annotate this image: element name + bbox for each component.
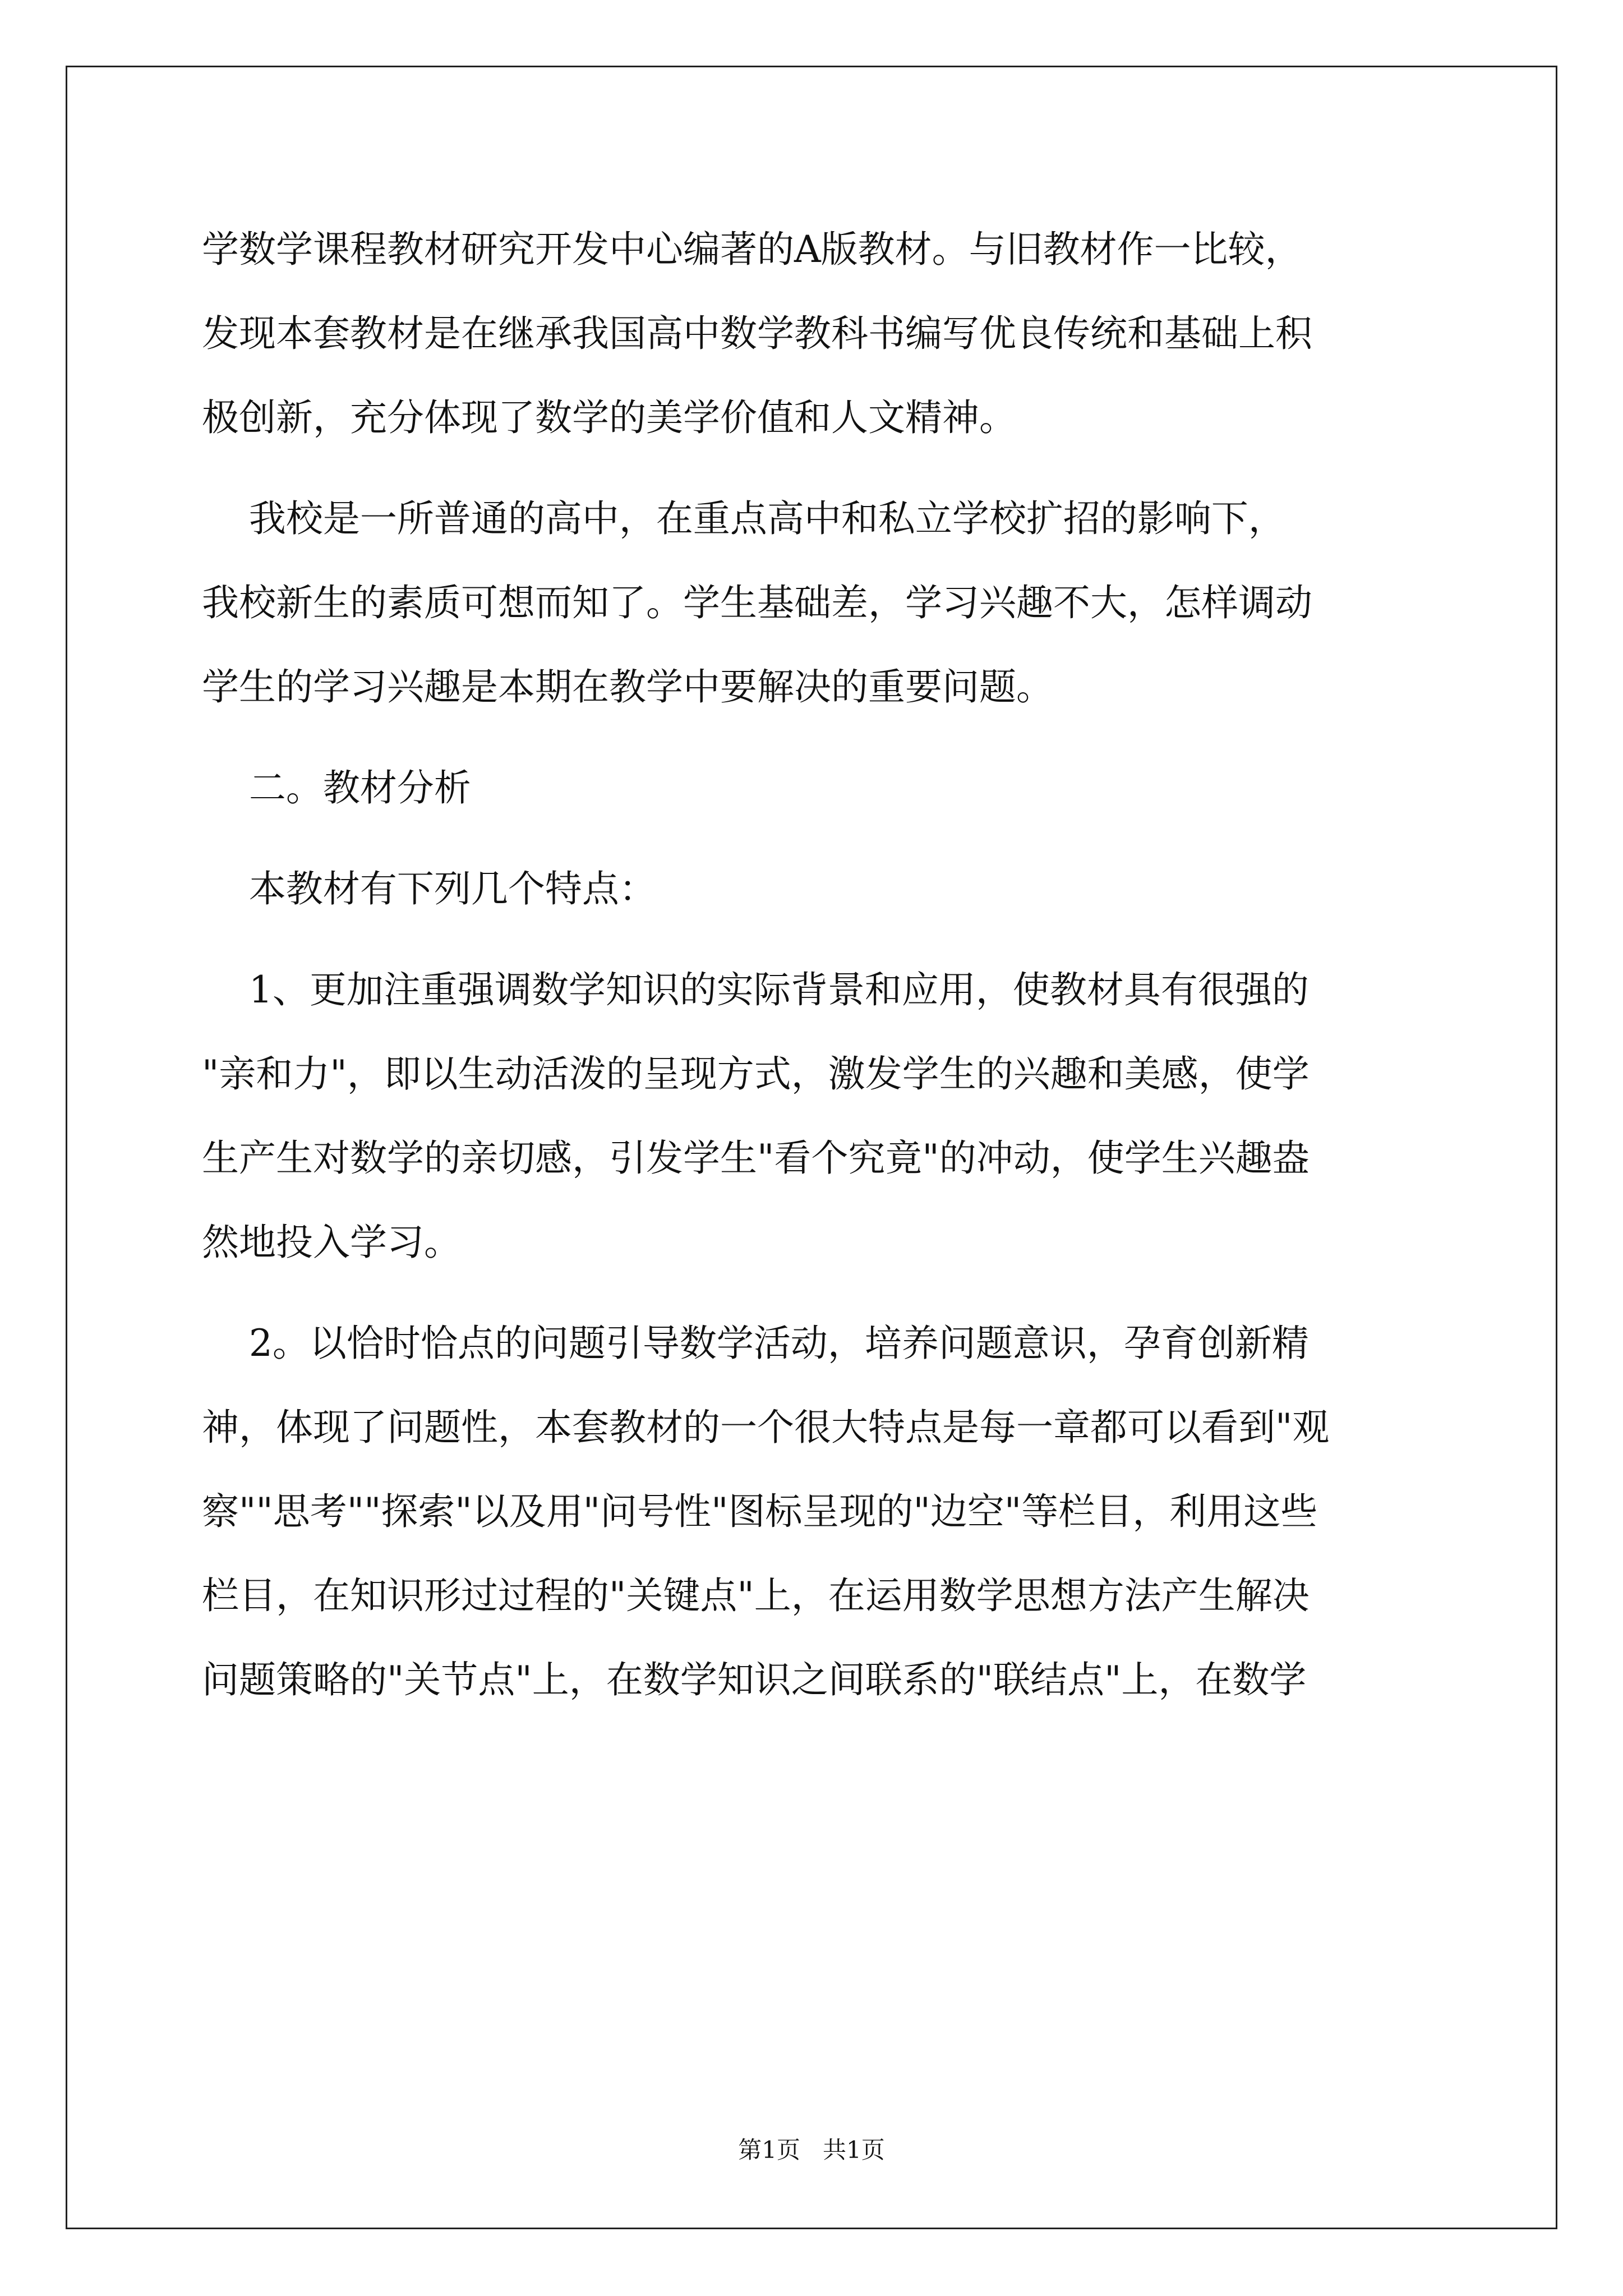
paragraph-1: 学数学课程教材研究开发中心编著的A版教材。与旧教材作一比较， 发现本套教材是在继承我国高中数学教科书编写优良传统和基础上积 极创新，充分体现了数学的美学价值和人文精神。 — [202, 228, 1312, 439]
section-heading: 二。教材分析 — [202, 766, 471, 809]
paragraph-feature-2: 2。以恰时恰点的问题引导数学活动，培养问题意识，孕育创新精 神，体现了问题性，本套教材的一个很大特点是每一章都可以看到"观 察""思考""探索"以及用"问号性"图标呈现的"边空"等栏目，利用这些 栏目，在知识形过过程的"关键点"上，在运用数学思想方法产生解决 问题策略的"关节点"上，在数学知识之间联系的"联结点"上，在数学 — [202, 1322, 1330, 1701]
document-body — [202, 208, 1430, 1739]
paragraph-2: 我校是一所普通的高中，在重点高中和私立学校扩招的影响下， 我校新生的素质可想而知了。学生基础差，学习兴趣不大，怎样调动 学生的学习兴趣是本期在教学中要解决的重要问题。 — [202, 497, 1312, 708]
paragraph-feature-1: 1、更加注重强调数学知识的实际背景和应用，使教材具有很强的 "亲和力"，即以生动活泼的呈现方式，激发学生的兴趣和美感，使学 生产生对数学的亲切感，引发学生"看个究竟"的冲动，使学生兴趣盎 然地投入学习。 — [202, 968, 1310, 1264]
paragraph-intro-features: 本教材有下列几个特点： — [202, 867, 656, 910]
page-footer: 第1页 共1页 — [738, 2136, 885, 2164]
